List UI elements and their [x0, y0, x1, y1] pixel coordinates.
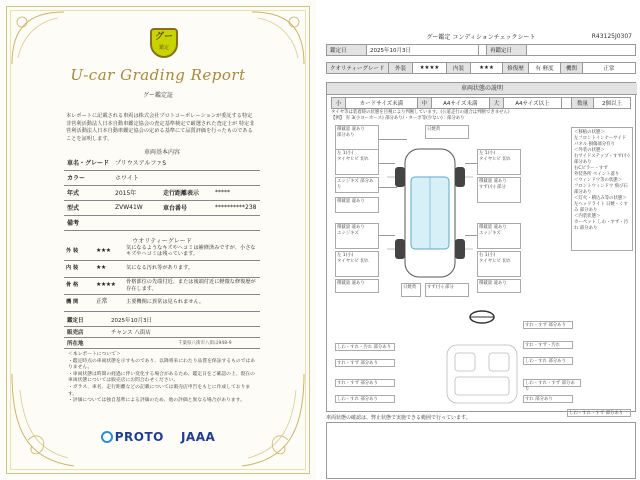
note-line: 【例】 有 3(小ヨーホース) 部分あり/・ターボ等(少ない) : 部分あり: [331, 115, 465, 121]
ornament-top-left-icon: [8, 8, 68, 68]
document-number: R43125J0307: [591, 33, 632, 40]
table-row: [64, 170, 260, 185]
interior-marker: しわ・すれ 部分あり: [335, 395, 395, 403]
marker-text: タイヤヒビ 切れ: [479, 258, 512, 264]
damage-marker: [477, 223, 521, 249]
vehicle-key: カラー: [64, 170, 112, 185]
marker-text: 日焼黄: [427, 127, 441, 132]
marker-text: すず(小) 部分: [427, 285, 454, 290]
leader-line: [379, 235, 395, 236]
note-line: ・車両状態は時間の経過に伴い変化する場合があるため、鑑定日をご確認の上、現在の車両状態については販売店にお問合わせください。: [68, 371, 255, 384]
engine-label: 機関: [561, 63, 583, 74]
quality-grade-label: クオリティーグレード: [327, 63, 389, 74]
grade-desc: 気になる汚れ等があります。: [124, 260, 260, 277]
table-row: [64, 260, 260, 277]
header-table-2: [326, 62, 636, 74]
leader-line: [465, 235, 477, 236]
marker-text: 積載量 違あり: [479, 281, 507, 286]
table-row: [332, 98, 631, 109]
grade-key: 外 装: [64, 243, 94, 260]
blank-cell: [479, 45, 487, 56]
table-row: [64, 185, 260, 200]
legend-line: 右Cピラー・すず: [574, 166, 608, 171]
interior-marker: しわ・すれ・すず 部分あり: [523, 379, 581, 387]
repair-history-label: 修復歴: [503, 63, 529, 74]
vehicle-value: **********238: [212, 200, 260, 215]
table-row: [327, 45, 636, 56]
vehicle-table: [64, 155, 260, 231]
vehicle-value: 2015年: [112, 185, 160, 200]
note-line: ・鑑定時点の車両状態を示すものであり、以降将来にわたり品質を保証するものではありません。: [68, 358, 256, 371]
badge-top-text: グー: [154, 32, 173, 42]
interior-marker: すれ・すず 部分あり: [523, 321, 573, 329]
marker-text: 右 1(小): [479, 253, 496, 258]
marker-text: タイヤヒビ 切れ: [337, 258, 370, 264]
damage-marker: [335, 177, 379, 193]
grading-certificate: [0, 0, 316, 480]
damage-marker: [335, 279, 379, 293]
marker-text: 日焼黄: [403, 285, 417, 290]
grade-key: 内 装: [64, 260, 94, 277]
damage-marker: [477, 251, 521, 277]
legend-line: カーペット しわ・すず・汚れ 部分あり: [574, 220, 629, 231]
exterior-stars: ★★★★: [413, 63, 447, 74]
marker-text: タイヤヒビ 切れ: [337, 156, 370, 162]
damage-marker: [335, 197, 379, 213]
legend-line: フロントウィンドウ 飛び石 部分あり: [574, 184, 628, 195]
marker-text: エッジキズ 部分あり: [337, 179, 374, 190]
certificate-title: U-car Grading Report: [70, 66, 246, 84]
grade-desc: 気になるようなキズやヘコミは補修済みですが、小さなキズやヘコミは残っています。: [124, 243, 260, 260]
vehicle-value: *****: [212, 185, 260, 200]
info-key: 鑑定日: [64, 315, 108, 326]
legend-line: ＜移植の状態＞: [574, 130, 605, 135]
jaaa-logo: JAAA: [180, 430, 216, 444]
grade-stars: 正常: [94, 294, 124, 311]
header-table-1: [326, 44, 636, 56]
damage-size-legend: [331, 97, 631, 109]
table-row: [64, 200, 260, 215]
legend-line: 外装各所 ペイント落り: [574, 172, 620, 177]
interior-marker: すれ 部分あり: [523, 395, 573, 403]
damage-marker: [477, 177, 521, 203]
marker-text: 積載量 違あり: [479, 225, 507, 230]
note-line: タイヤ等は装着時の状態を目視により判断しています。(公道走行の適合は判断できません): [331, 110, 510, 115]
appraisal-date-value: 2025年10月3日: [367, 45, 479, 56]
table-row: [327, 63, 636, 74]
size-small-label: 小: [332, 98, 346, 109]
legend-line: ＜灯火・積込み等の状態＞: [574, 196, 627, 201]
damage-marker: [477, 279, 521, 293]
vehicle-section-heading: 車両基本内容: [143, 149, 180, 156]
badge-bottom-text: 鑑定: [158, 45, 169, 51]
grade-table: [64, 243, 260, 312]
info-value: チャンス 八街店: [108, 326, 260, 337]
legend-line: ＜外装の状態＞: [574, 148, 605, 153]
leader-line: [379, 139, 407, 140]
table-row: [64, 294, 260, 311]
vehicle-key: 備考: [64, 215, 112, 230]
certificate-notes: [68, 352, 258, 405]
damage-marker: [335, 149, 379, 175]
damage-marker: [335, 223, 379, 249]
marker-text: 積載量 違あり: [337, 225, 365, 230]
grade-section-heading: ウオリティーグレード: [132, 238, 192, 245]
interior-marker: しわ・すれ・すず 部分あり: [567, 409, 631, 417]
sheet-title: グー鑑定 コンディションチェックシート: [426, 34, 536, 41]
damage-marker: [477, 149, 521, 175]
size-small-desc: カードサイズ未満: [346, 98, 418, 109]
marker-text: エッジキズ: [337, 230, 359, 236]
size-medium-label: 中: [417, 98, 431, 109]
vehicle-key: 型式: [64, 200, 112, 215]
condition-notes-box: [571, 127, 633, 251]
legend-line: 左ヘッドライト 日焼・くすみ 部分あり: [574, 202, 628, 213]
reappraisal-date-label: 再鑑定日: [487, 45, 527, 56]
interior-marker: しわ・すれ 部分あり: [523, 357, 573, 365]
certificate-intro: 本レポートに記載される車両は株式会社プロトコーポレーションが委託する特定非営利活動法人日本自動車鑑定協会の査定基準検定で厳選された査定士が 特定非営利活動法人日本自動車鑑定協会の定める基準にて品質評価を行ったものであることを証明します。: [66, 113, 255, 142]
quantity-label: 数量: [572, 98, 594, 109]
marker-text: 左 1(小): [479, 151, 496, 156]
size-medium-desc: A4サイズ未満: [431, 98, 489, 109]
interior-stars: ★★★: [471, 63, 503, 74]
marker-text: 積載量 違あり: [337, 281, 365, 286]
proto-logo: PROTO: [114, 430, 164, 444]
table-row: [64, 315, 260, 326]
exterior-label: 外装: [389, 63, 413, 74]
vehicle-value: ホワイト: [112, 170, 260, 185]
legend-line: ＜内装状態＞: [574, 214, 601, 219]
tire-note: [331, 110, 631, 121]
marker-text: 左 1(小): [337, 253, 354, 258]
interior-label: 内装: [447, 63, 471, 74]
vehicle-state-heading: 車両状態の説明: [327, 83, 637, 95]
goo-appraisal-badge-icon: [150, 28, 178, 58]
damage-marker: [401, 283, 421, 297]
info-key: 販売店: [64, 326, 108, 337]
condition-check-sheet: [322, 0, 640, 480]
certificate-subtitle: グー鑑定証: [142, 92, 173, 99]
vehicle-value: ZVW41W: [112, 200, 160, 215]
logo-row: [0, 426, 316, 446]
note-line: ・ガラス、車名、走行距離などの記載については販売店申告をもとに作成しております。: [68, 384, 251, 397]
interior-marker: すれ・すず 部分あり: [335, 379, 395, 387]
marker-text: エッジキズ: [479, 230, 501, 236]
proto-mark-icon: [101, 431, 113, 443]
table-row: [64, 215, 260, 230]
info-value: 2025年10月3日: [108, 315, 260, 326]
footer-remarks-table: [326, 422, 636, 479]
interior-marker: すれ・すず・汚れ: [523, 341, 573, 349]
grade-stars: ★★★: [94, 243, 124, 260]
note-line: ・評価については独自基準による評価のため、他の評価と異なる場合があります。: [68, 398, 245, 404]
car-interior-view-icon: [427, 305, 537, 407]
leader-line: [379, 163, 395, 164]
engine-value: 正常: [583, 63, 636, 74]
vehicle-key: 車名・グレード: [64, 155, 112, 170]
table-row: [327, 423, 636, 479]
car-top-view-icon: [387, 143, 473, 283]
table-row: [64, 337, 260, 348]
size-large-desc: A4サイズ以上: [503, 98, 561, 109]
vehicle-key: 走行距離表示: [160, 185, 212, 200]
marker-text: 積載量 違あり: [337, 199, 365, 204]
damage-marker: [425, 125, 469, 139]
grade-key: 骨 格: [64, 277, 94, 294]
grade-key: 機 関: [64, 294, 94, 311]
interior-marker: すれ・すず 部分あり: [335, 359, 395, 367]
table-row: [64, 326, 260, 337]
damage-marker: [335, 251, 379, 277]
info-value: 千葉県八街市八街ほ948-9: [108, 337, 260, 348]
table-row: [64, 243, 260, 260]
interior-marker: しわ・すれ・汚れ 部分あり: [335, 343, 395, 351]
grade-desc: 骨格部位の先端付近、または後端付近に軽微な修復歴が存在します。: [124, 277, 260, 294]
footer-note: 車両状態の確認は、弊止状態で実施できる範囲で行っています。: [326, 415, 471, 421]
legend-line: ＜ウィンドウ等の状態＞: [574, 178, 623, 183]
reappraisal-date-value: [527, 45, 636, 56]
vehicle-key: 車台番号: [160, 200, 212, 215]
marker-text: 積載量 違あり: [337, 127, 365, 132]
info-key: 所在地: [64, 337, 108, 348]
repair-history-value: 有 軽度: [529, 63, 561, 74]
grade-desc: 主要機関に異常は見られません。: [124, 294, 260, 311]
blank-cell: [562, 98, 572, 109]
table-row: [64, 155, 260, 170]
leader-line: [379, 187, 397, 188]
grade-stars: ★★★★: [94, 277, 124, 294]
marker-text: タイヤヒビ 切れ: [479, 156, 512, 162]
appraisal-date-label: 鑑定日: [327, 45, 367, 56]
marker-text: 左 1(小): [337, 151, 354, 156]
note-line: ＜本レポートについて＞: [68, 352, 121, 357]
legend-line: 左フロントインナーサイドパネル 損傷部分有り: [574, 136, 627, 147]
appraisal-info-table: [64, 315, 260, 349]
marker-text: 部分あり: [337, 132, 355, 138]
legend-line: 右サイドステップ・すず(小) 部分あり: [574, 154, 630, 165]
marker-text: 積載量 違あり: [479, 179, 507, 184]
size-large-label: 大: [489, 98, 503, 109]
vehicle-value: [112, 215, 260, 230]
leader-line: [465, 163, 477, 164]
table-row: [64, 277, 260, 294]
vehicle-state-panel: [326, 82, 636, 416]
damage-marker: [425, 283, 469, 297]
remarks-cell: [327, 423, 636, 479]
grade-stars: ★★: [94, 260, 124, 277]
quantity-value: 2個以上: [594, 98, 631, 109]
ornament-top-right-icon: [248, 8, 308, 68]
vehicle-value: プリウスアルファS: [112, 155, 260, 170]
vehicle-key: 年式: [64, 185, 112, 200]
marker-text: すず(小) 部分: [479, 184, 506, 190]
